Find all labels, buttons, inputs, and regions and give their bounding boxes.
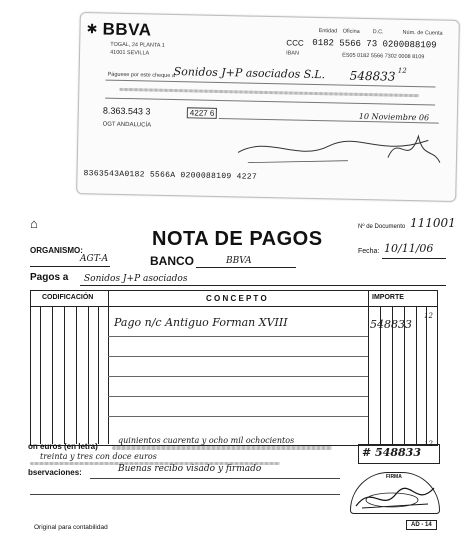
doc-number-label: Nº de Documento [358,224,406,230]
organismo-label: ORGANISMO: [30,246,83,255]
bank-logo: BBVA [102,19,152,40]
importe-value: 548833 [370,318,412,331]
footer-right: AD - 14 [406,520,437,530]
bank-cheque [76,12,460,202]
banco-label: BANCO [150,254,194,268]
observaciones-value: Buenas recibo visado y firmado [118,464,262,474]
firma-label: FIRMA [386,474,402,480]
branch-address-line2: 41001 SEVILLA [110,49,150,57]
bank-logo-icon: ✱ [86,21,98,37]
euros-letra-label: on euros (en letra) [28,442,98,451]
cheque-amount: 548833 [349,68,396,84]
header-dc: D.C. [372,29,384,36]
pagos-value: Sonidos J+P asociados [84,274,188,284]
header-entidad: Entidad [318,28,338,35]
concept-line: Pago n/c Antiguo Forman XVIII [114,316,288,329]
note-signature [352,478,438,514]
fecha-label: Fecha: [358,248,380,255]
fecha-value: 10/11/06 [384,242,434,255]
col-concepto: C O N C E P T O [206,294,267,303]
euros-letra-value2: treinta y tres con doce euros [40,452,157,461]
payee-handwritten: Sonidos J+P asociados S.L. [173,65,326,82]
organismo-value: AGT-A [80,254,109,264]
header-oficina: Oficina [342,28,360,35]
total-value: # 548833 [362,446,421,459]
cheque-date: 10 Noviembre 06 [358,111,430,123]
cheque-code: 4227 6 [187,107,218,119]
importe-cents: 12 [424,312,433,320]
banco-value: BBVA [226,256,252,266]
col-codificacion: CODIFICACIÓN [42,294,94,301]
footer-left: Original para contabilidad [34,524,108,531]
col-importe: IMPORTE [372,294,404,301]
payment-note [0,210,469,544]
ccc-value: 0182 5566 73 0200088109 [312,37,437,51]
cheque-number: 8.363.543 3 [102,105,151,117]
branch-address-line1: TOGAL, 24 PLANTA 1 [110,41,165,49]
header-num-cuenta: Núm. de Cuenta [402,29,443,37]
cheque-signature [228,124,449,175]
doc-number-value: 111001 [410,216,456,230]
pagos-label: Pagos a [30,272,69,283]
iban-label: IBAN [286,50,300,57]
org-logo-icon: ⌂ [30,216,38,231]
payee-label: Páguese por este cheque a [107,71,175,80]
micr-line: 8363543A0182 5566A 0200088109 4227 [83,169,258,182]
cheque-amount-cents: 12 [397,66,407,75]
org-label: OGT ANDALUCÍA [102,121,152,129]
payment-table [30,290,438,446]
ccc-label: CCC [286,38,304,48]
note-title: NOTA DE PAGOS [152,228,323,250]
euros-letra-value: quinientos cuarenta y ocho mil ochocientos [118,436,295,445]
iban-value: ES05 0182 5566 7302 0008 8109 [342,52,425,61]
observaciones-label: bservaciones: [28,468,82,477]
total-cents: 12 [424,440,433,448]
